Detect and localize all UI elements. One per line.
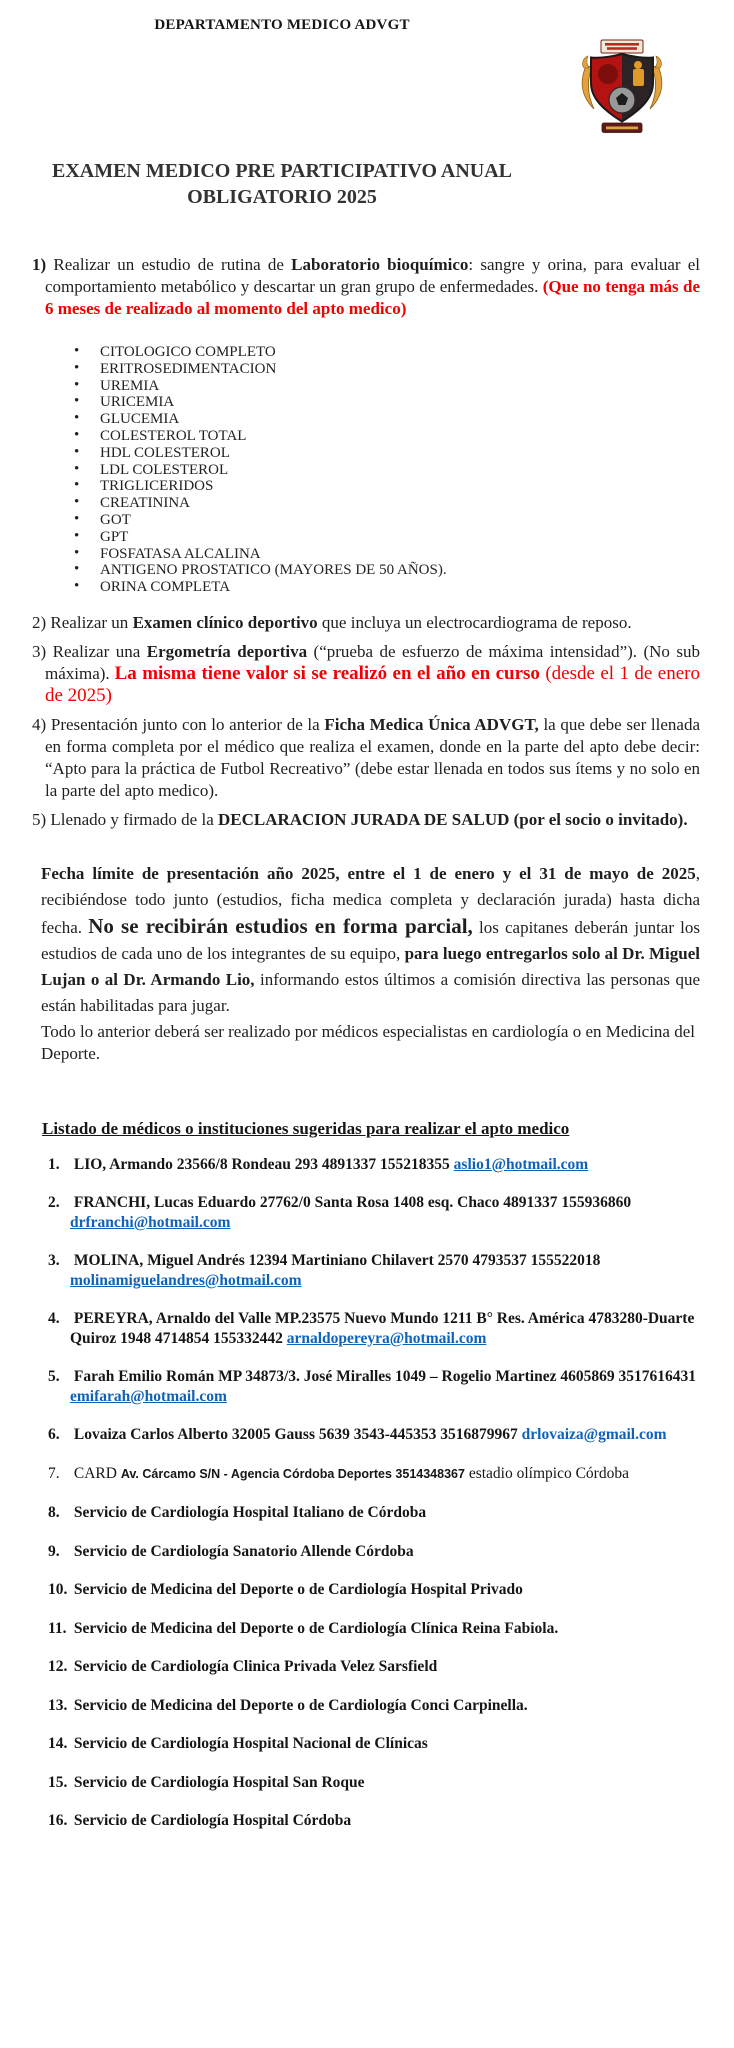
lab-test-item: • UREMIA bbox=[72, 378, 700, 395]
text-segment: : sangre y orina, para evaluar el comportamiento metabólico y descartar un gran grupo de enfermedades. bbox=[45, 255, 701, 296]
doctor-list-item bbox=[48, 1193, 700, 1232]
text-segment: , recibiéndose todo junto (estudios, ficha medica completa y declaración jurada) hasta dicha fecha. bbox=[41, 863, 700, 937]
doctor-list-item bbox=[48, 1309, 700, 1348]
email-link[interactable]: molinamiguelandres@hotmail.com bbox=[70, 1271, 302, 1289]
item-number: 1) bbox=[32, 255, 47, 274]
item-number: 11. bbox=[48, 1619, 67, 1637]
text-segment: la que debe ser llenada en forma completa por el médico que realiza el examen, donde en la parte del apto debe decir: “Apto para la práctica de Futbol Recreativo” (debe estar llenada en todos sus ítems y no solo en la parte del apto medico). bbox=[45, 714, 700, 800]
text-segment: estadio olímpico Córdoba bbox=[464, 1464, 629, 1482]
item-number: 3. bbox=[48, 1252, 60, 1270]
doctor-list-item bbox=[48, 1657, 700, 1677]
doctor-list-item bbox=[48, 1155, 700, 1175]
text-segment: DECLARACION JURADA DE SALUD (por el socio o invitado). bbox=[218, 809, 688, 829]
lab-test-item: • GOT bbox=[72, 512, 700, 529]
text-segment: Ficha Medica Única ADVGT, bbox=[324, 714, 539, 734]
email-link[interactable]: drlovaiza@gmail.com bbox=[521, 1426, 667, 1444]
text-segment: informando estos últimos a comisión directiva las personas que están habilitadas para jugar. bbox=[41, 969, 700, 1015]
item-number: 8. bbox=[48, 1504, 60, 1522]
text-segment: Examen clínico deportivo bbox=[132, 612, 318, 632]
doctor-list-item bbox=[48, 1734, 700, 1754]
lab-test-item: • URICEMIA bbox=[72, 394, 700, 411]
instruction-item bbox=[32, 254, 700, 320]
text-segment: Farah Emilio Román MP 34873/3. José Miralles 1049 – Rogelio Martinez 4605869 3517616431 bbox=[73, 1368, 700, 1386]
lab-test-item: • ORINA COMPLETA bbox=[72, 579, 700, 596]
text-segment: No se recibirán estudios en forma parcial, bbox=[88, 913, 473, 938]
text-segment: La misma tiene valor si se realizó en el año en curso bbox=[114, 662, 540, 684]
lab-test-item: • TRIGLICERIDOS bbox=[72, 478, 700, 495]
email-link[interactable]: emifarah@hotmail.com bbox=[70, 1387, 227, 1405]
item-number: 14. bbox=[48, 1735, 68, 1753]
text-segment: Servicio de Medicina del Deporte o de Cardiología Conci Carpinella. bbox=[73, 1696, 528, 1714]
club-crest-logo bbox=[577, 38, 667, 138]
item-number: 2) bbox=[32, 612, 47, 632]
item-number: 15. bbox=[48, 1773, 68, 1791]
item-number: 13. bbox=[48, 1696, 68, 1714]
text-segment: FRANCHI, Lucas Eduardo 27762/0 Santa Rosa 1408 esq. Chaco 4891337 155936860 bbox=[73, 1194, 632, 1212]
lab-test-item: • CITOLOGICO COMPLETO bbox=[72, 344, 700, 361]
text-segment: LIO, Armando 23566/8 Rondeau 293 4891337 155218355 bbox=[73, 1155, 454, 1173]
text-segment: Servicio de Cardiología Hospital Córdoba bbox=[73, 1812, 352, 1830]
text-segment: Laboratorio bioquímico bbox=[291, 255, 469, 274]
item-number: 10. bbox=[48, 1581, 68, 1599]
text-segment: PEREYRA, Arnaldo del Valle MP.23575 Nuevo Mundo 1211 B° Res. América 4783280-Duarte Quiroz 1948 4714854 155332442 bbox=[70, 1310, 695, 1347]
text-segment: Fecha límite de presentación año 2025, entre el 1 de enero y el 31 de mayo de 2025 bbox=[41, 863, 696, 883]
instruction-item bbox=[32, 641, 700, 707]
instruction-item bbox=[32, 612, 700, 634]
lab-test-item: • ERITROSEDIMENTACION bbox=[72, 361, 700, 378]
page-title-line2: OBLIGATORIO 2025 bbox=[187, 186, 377, 208]
text-segment: Realizar una bbox=[52, 641, 147, 661]
text-segment: Llenado y firmado de la bbox=[50, 809, 218, 829]
instruction-item bbox=[32, 809, 700, 831]
items-wrap bbox=[32, 612, 700, 831]
text-segment: Servicio de Cardiología Hospital Nacional de Clínicas bbox=[73, 1735, 428, 1753]
email-link[interactable]: arnaldopereyra@hotmail.com bbox=[286, 1329, 487, 1347]
doctors-heading: Listado de médicos o instituciones sugeridas para realizar el apto medico bbox=[42, 1118, 570, 1138]
doctor-list-item bbox=[48, 1367, 700, 1406]
doctor-list-item bbox=[48, 1773, 700, 1793]
item-number: 16. bbox=[48, 1812, 68, 1830]
page-title-line1: EXAMEN MEDICO PRE PARTICIPATIVO ANUAL bbox=[51, 160, 513, 182]
item-number: 4. bbox=[48, 1310, 60, 1328]
item-number: 5) bbox=[32, 809, 47, 829]
doctor-list-item bbox=[48, 1542, 700, 1562]
item-number: 4) bbox=[32, 714, 47, 734]
doctors-list bbox=[48, 1155, 700, 1831]
text-segment: Servicio de Cardiología Hospital Italiano de Córdoba bbox=[73, 1504, 427, 1522]
text-segment: Av. Cárcamo S/N - Agencia Córdoba Deportes 3514348367 bbox=[120, 1466, 465, 1481]
item-number: 2. bbox=[48, 1194, 60, 1212]
doctor-list-item bbox=[48, 1503, 700, 1523]
item-number: 12. bbox=[48, 1658, 68, 1676]
item-number: 6. bbox=[48, 1426, 60, 1444]
closing-paragraph: Todo lo anterior deberá ser realizado por médicos especialistas en cardiología o en Medicina del Deporte. bbox=[41, 1021, 695, 1063]
lab-test-item: • GPT bbox=[72, 529, 700, 546]
text-segment: (“prueba de esfuerzo de máxima intensidad”). (No sub máxima). bbox=[45, 641, 700, 683]
header bbox=[32, 16, 532, 34]
text-segment: que incluya un electrocardiograma de reposo. bbox=[317, 612, 632, 632]
lab-test-item: • HDL COLESTEROL bbox=[72, 445, 700, 462]
item-number: 5. bbox=[48, 1368, 60, 1386]
text-segment: Ergometría deportiva bbox=[146, 641, 308, 661]
text-segment: Servicio de Medicina del Deporte o de Cardiología Clínica Reina Fabiola. bbox=[73, 1619, 559, 1637]
doctor-list-item bbox=[48, 1464, 700, 1485]
doctor-list-item bbox=[48, 1251, 700, 1290]
email-link[interactable]: aslio1@hotmail.com bbox=[453, 1155, 589, 1173]
lab-test-item: • LDL COLESTEROL bbox=[72, 462, 700, 479]
lab-tests-list bbox=[72, 344, 700, 596]
item-number: 7. bbox=[48, 1464, 60, 1482]
page-title bbox=[32, 158, 532, 210]
text-segment: los capitanes deberán juntar los estudios de cada uno de los integrantes de su equipo, bbox=[41, 917, 700, 963]
text-segment: Realizar un bbox=[50, 612, 133, 632]
doctor-list-item bbox=[48, 1696, 700, 1716]
doctor-list-item bbox=[48, 1811, 700, 1831]
text-segment: Servicio de Cardiología Sanatorio Allende Córdoba bbox=[73, 1542, 414, 1560]
text-segment: (Que no tenga más de 6 meses de realizado al momento del apto medico) bbox=[45, 277, 700, 318]
text-segment: Realizar un estudio de rutina de bbox=[53, 255, 292, 274]
doctor-list-item bbox=[48, 1580, 700, 1600]
lab-test-item: • CREATININA bbox=[72, 495, 700, 512]
text-segment: (desde el 1 de enero de 2025) bbox=[45, 662, 700, 706]
top-banner bbox=[601, 40, 643, 53]
doctor-list-item bbox=[48, 1425, 700, 1445]
department-title: DEPARTAMENTO MEDICO ADVGT bbox=[154, 17, 410, 33]
email-link[interactable]: drfranchi@hotmail.com bbox=[70, 1213, 231, 1231]
text-segment: CARD bbox=[73, 1464, 121, 1482]
item-number: 1. bbox=[48, 1155, 60, 1173]
item-number: 3) bbox=[32, 641, 47, 661]
text-segment: Servicio de Cardiología Clinica Privada Velez Sarsfield bbox=[73, 1658, 438, 1676]
text-segment: Servicio de Cardiología Hospital San Roque bbox=[73, 1773, 365, 1791]
lab-test-item: • GLUCEMIA bbox=[72, 411, 700, 428]
text-segment: Presentación junto con lo anterior de la bbox=[50, 714, 325, 734]
doctor-list-item bbox=[48, 1619, 700, 1639]
text-segment: para luego entregarlos solo al Dr. Miguel Lujan o al Dr. Armando Lio, bbox=[41, 943, 700, 989]
lab-test-item: • FOSFATASA ALCALINA bbox=[72, 546, 700, 563]
text-segment: Servicio de Medicina del Deporte o de Cardiología Hospital Privado bbox=[73, 1581, 523, 1599]
text-segment: MOLINA, Miguel Andrés 12394 Martiniano Chilavert 2570 4793537 155522018 bbox=[73, 1252, 601, 1270]
instruction-item bbox=[32, 714, 700, 802]
lab-test-item: • COLESTEROL TOTAL bbox=[72, 428, 700, 445]
item-number: 9. bbox=[48, 1542, 60, 1560]
lab-test-item: • ANTIGENO PROSTATICO (MAYORES DE 50 AÑOS). bbox=[72, 562, 700, 579]
text-segment: Lovaiza Carlos Alberto 32005 Gauss 5639 3543-445353 3516879967 bbox=[73, 1426, 522, 1444]
deadline-paragraph bbox=[41, 861, 700, 1019]
first-item-wrap bbox=[32, 254, 700, 320]
